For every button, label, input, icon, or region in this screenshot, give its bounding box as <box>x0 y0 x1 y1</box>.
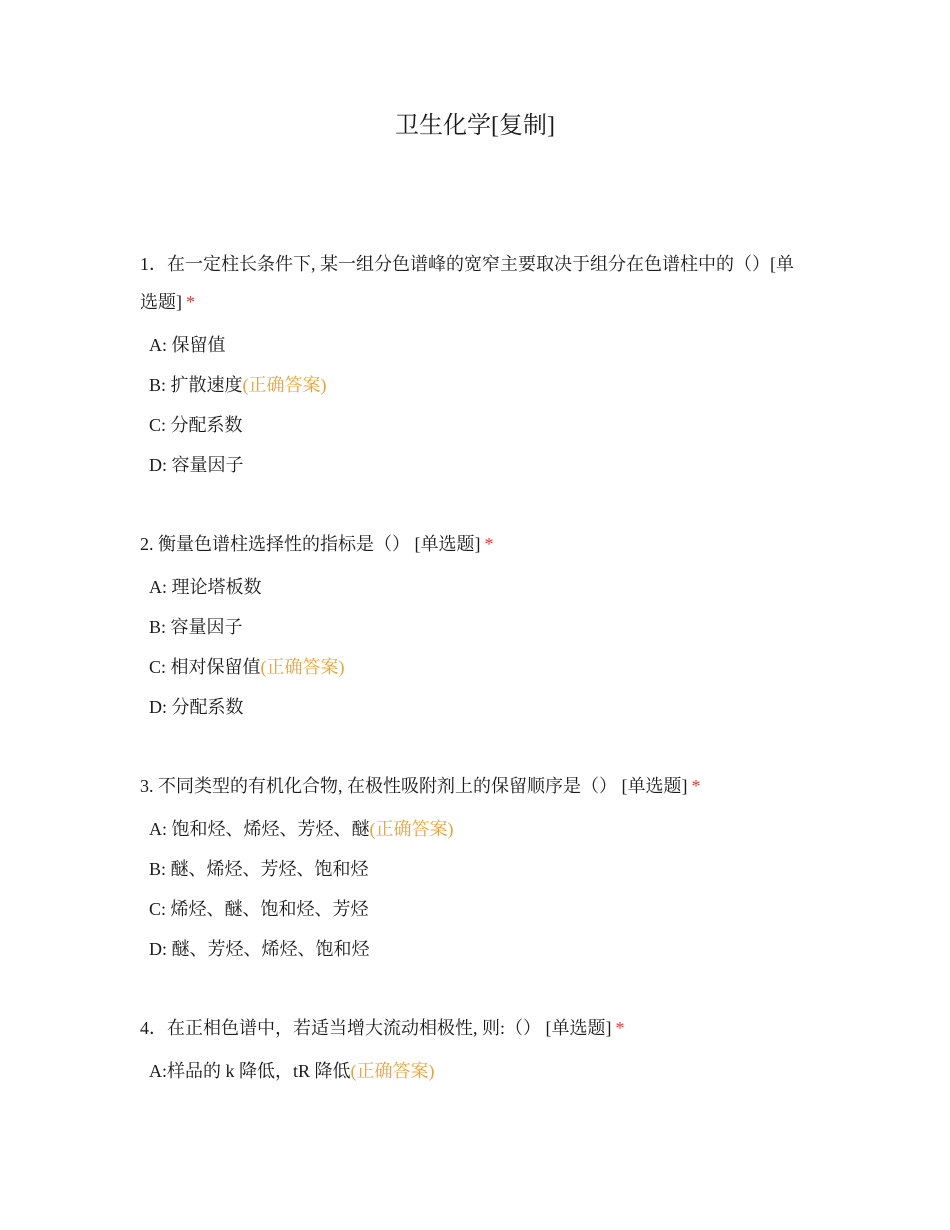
question-text <box>140 767 800 805</box>
option-a <box>140 569 800 609</box>
option-a <box>140 811 800 851</box>
option-d <box>140 931 800 971</box>
option-label: D: 分配系数 <box>149 697 244 717</box>
option-a <box>140 1053 800 1093</box>
question-stem: 3. 不同类型的有机化合物, 在极性吸附剂上的保留顺序是（） [单选题] <box>140 776 688 796</box>
option-c <box>140 649 800 689</box>
option-d <box>140 447 800 487</box>
option-label: C: 分配系数 <box>149 415 243 435</box>
correct-answer-tag: (正确答案) <box>260 657 345 677</box>
question-stem: 2. 衡量色谱柱选择性的指标是（） [单选题] <box>140 534 481 554</box>
option-label: B: 扩散速度 <box>149 375 243 395</box>
correct-answer-tag: (正确答案) <box>369 819 454 839</box>
option-d <box>140 689 800 729</box>
option-list <box>140 1053 800 1093</box>
option-list <box>140 327 800 487</box>
required-mark: * <box>484 534 494 554</box>
required-mark: * <box>691 776 701 796</box>
question-4 <box>140 1009 800 1093</box>
question-text <box>140 245 800 321</box>
option-b <box>140 851 800 891</box>
option-label: C: 相对保留值 <box>149 657 261 677</box>
correct-answer-tag: (正确答案) <box>350 1061 435 1081</box>
option-b <box>140 609 800 649</box>
option-c <box>140 891 800 931</box>
correct-answer-tag: (正确答案) <box>242 375 327 395</box>
question-text <box>140 525 800 563</box>
question-3 <box>140 767 800 971</box>
option-label: C: 烯烃、醚、饱和烃、芳烃 <box>149 899 369 919</box>
option-a <box>140 327 800 367</box>
required-mark: * <box>615 1018 625 1038</box>
option-label: B: 醚、烯烃、芳烃、饱和烃 <box>149 859 369 879</box>
option-label: D: 容量因子 <box>149 455 244 475</box>
option-label: B: 容量因子 <box>149 617 243 637</box>
question-stem: 4．在正相色谱中，若适当增大流动相极性, 则:（） [单选题] <box>140 1018 612 1038</box>
required-mark: * <box>186 292 195 312</box>
page-title: 卫生化学[复制] <box>395 113 555 139</box>
option-label: A: 保留值 <box>149 335 226 355</box>
option-list <box>140 811 800 971</box>
option-c <box>140 407 800 447</box>
question-text <box>140 1009 800 1047</box>
option-label: A: 饱和烃、烯烃、芳烃、醚 <box>149 819 370 839</box>
question-2 <box>140 525 800 729</box>
option-label: A: 理论塔板数 <box>149 577 262 597</box>
question-stem: 1．在一定柱长条件下, 某一组分色谱峰的宽窄主要取决于组分在色谱柱中的（）[单选题] <box>140 254 794 312</box>
question-1 <box>140 245 800 487</box>
option-label: A:样品的 k 降低，tR 降低 <box>149 1061 351 1081</box>
option-label: D: 醚、芳烃、烯烃、饱和烃 <box>149 939 370 959</box>
option-b <box>140 367 800 407</box>
option-list <box>140 569 800 729</box>
